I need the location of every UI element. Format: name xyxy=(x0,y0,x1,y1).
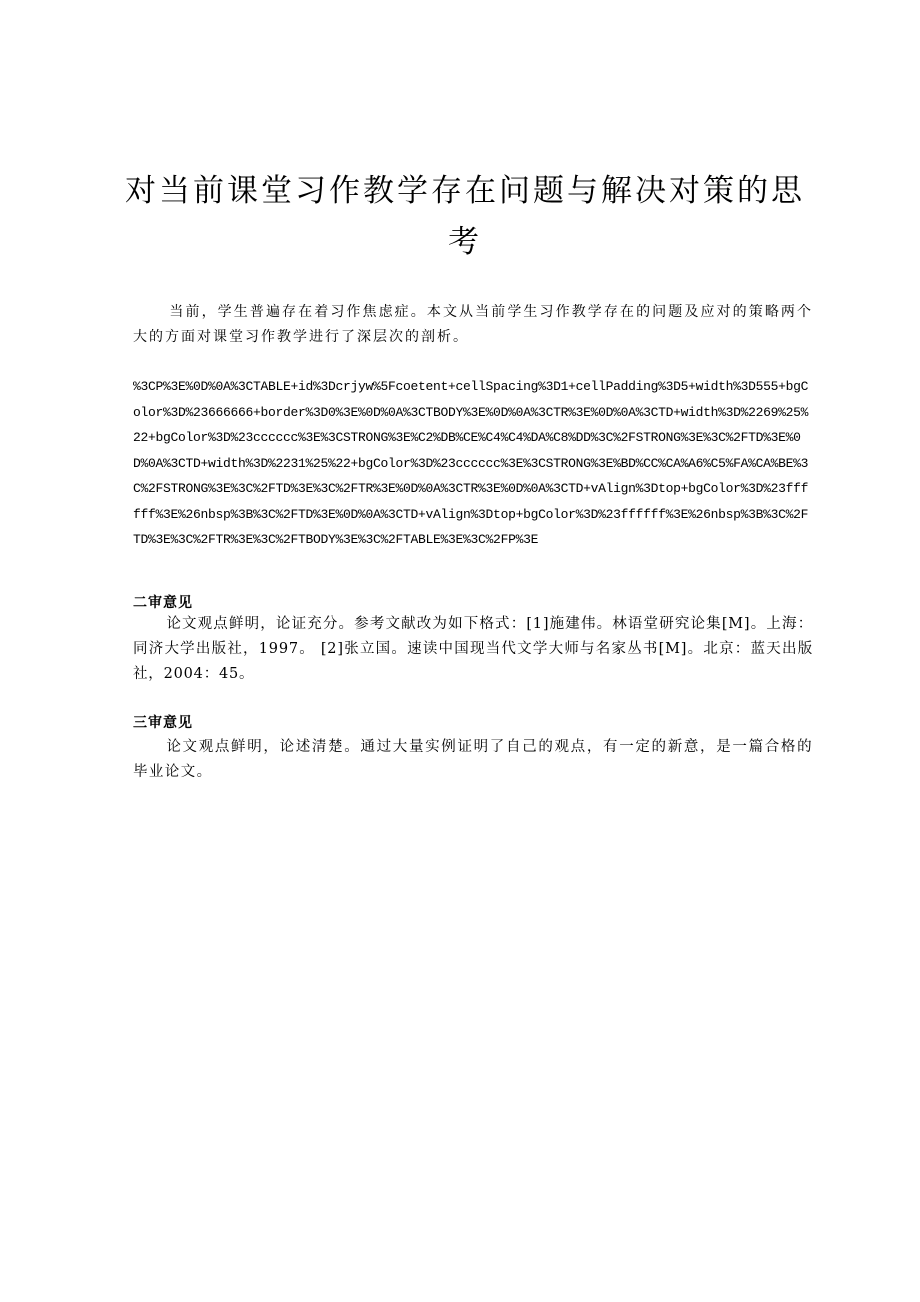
third-review-body: 论文观点鲜明，论述清楚。通过大量实例证明了自己的观点，有一定的新意，是一篇合格的毕业论文。 xyxy=(133,739,813,780)
encoded-html-text: %3CP%3E%0D%0A%3CTABLE+id%3Dcrjyw%5Fcoetent+cellSpacing%3D1+cellPadding%3D5+width%3D555+bgColor%3D%23666666+border%3D0%3E%0D%0A%3CTBODY%3E%0D%0A%3CTR%3E%0D%0A%3CTD+width%3D%2269%25%22+bgColor%3D%23cccccc%3E%3CSTRONG%3E%C2%DB%CE%C4%C4%DA%C8%DD%3C%2FSTRONG%3E%3C%2FTD%3E%0D%0A%3CTD+width%3D%2231%25%22+bgColor%3D%23cccccc%3E%3CSTRONG%3E%BD%CC%CA%A6%C5%FA%CA%BE%3C%2FSTRONG%3E%3C%2FTD%3E%3C%2FTR%3E%0D%0A%3CTR%3E%0D%0A%3CTD+vAlign%3Dtop+bgColor%3D%23ffffff%3E%26nbsp%3B%3C%2FTD%3E%0D%0A%3CTD+vAlign%3Dtop+bgColor%3D%23ffffff%3E%26nbsp%3B%3C%2FTD%3E%3C%2FTR%3E%3C%2FTBODY%3E%3C%2FTABLE%3E%3C%2FP%3E xyxy=(133,379,809,547)
second-review-body: 论文观点鲜明，论证充分。参考文献改为如下格式：[1]施建伟。林语堂研究论集[M]。上海：同济大学出版社，1997。 [2]张立国。速读中国现当代文学大师与名家丛书[M]。北京：蓝天出版社，2004：45。 xyxy=(133,616,813,682)
abstract-paragraph: 当前，学生普遍存在着习作焦虑症。本文从当前学生习作教学存在的问题及应对的策略两个大的方面对课堂习作教学进行了深层次的剖析。 xyxy=(133,304,813,345)
second-review-heading: 二审意见 xyxy=(133,595,193,611)
third-review-heading: 三审意见 xyxy=(133,715,193,731)
document-title: 对当前课堂习作教学存在问题与解决对策的思考 xyxy=(125,173,805,260)
